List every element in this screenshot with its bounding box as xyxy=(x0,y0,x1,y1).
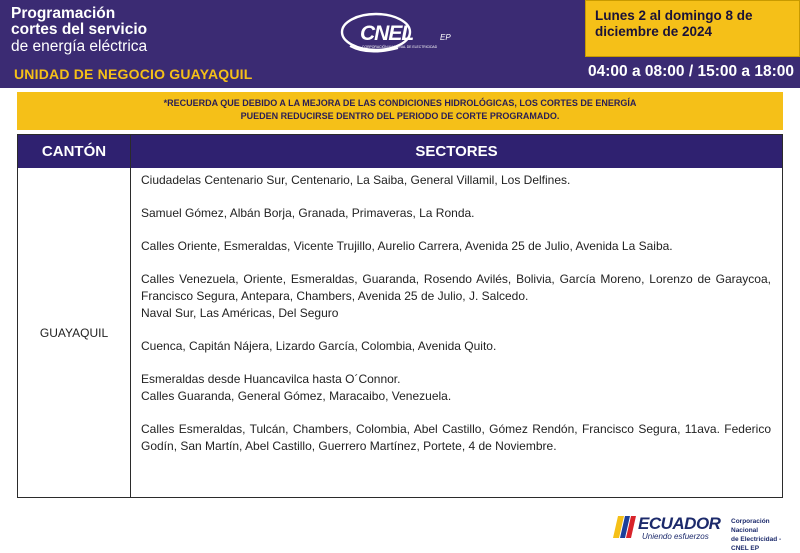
canton-cell xyxy=(18,168,130,497)
footer-corporation xyxy=(731,517,798,553)
sector-line: Samuel Gómez, Albán Borja, Granada, Primaveras, La Ronda. xyxy=(141,206,475,220)
sector-line: Calles Guaranda, General Gómez, Maracaibo, Venezuela. xyxy=(141,389,452,403)
sector-line: Ciudadelas Centenario Sur, Centenario, La Saiba, General Villamil, Los Delfines. xyxy=(141,173,571,187)
column-header-sectores: SECTORES xyxy=(415,143,498,160)
business-unit-label: UNIDAD DE NEGOCIO GUAYAQUIL xyxy=(14,66,253,82)
sector-line: Naval Sur, Las Américas, Del Seguro xyxy=(141,306,339,320)
ecuador-logo xyxy=(612,512,798,552)
svg-text:CORPORACIÓN NACIONAL DE ELECTR: CORPORACIÓN NACIONAL DE ELECTRICIDAD xyxy=(362,45,438,49)
sector-group xyxy=(141,205,771,222)
footer-slogan: Uniendo esfuerzos xyxy=(642,532,709,541)
title-line-1: Programación xyxy=(11,5,116,22)
column-header-canton: CANTÓN xyxy=(41,143,107,160)
footer-corp-line-1: Corporación Nacional xyxy=(731,518,770,534)
sector-line: Esmeraldas desde Huancavilca hasta O´Connor. xyxy=(141,372,401,386)
sector-line: Calles Venezuela, Oriente, Esmeraldas, Guaranda, Rosendo Avilés, Bolivia, García Moreno, Lorenzo de Garaycoa, Francisco Segura, Antepara, Chambers, Avenida 25 de Julio, J. Salcedo. xyxy=(141,272,771,303)
sectors-cell xyxy=(141,172,771,471)
sector-line: Calles Oriente, Esmeraldas, Vicente Trujillo, Aurelio Carrera, Avenida 25 de Julio, Avenida La Saiba. xyxy=(141,239,673,253)
title-line-2: cortes del servicio xyxy=(11,21,148,38)
notice-banner xyxy=(17,92,783,130)
sector-group xyxy=(141,271,771,322)
header-banner xyxy=(0,0,800,88)
sector-group xyxy=(141,172,771,189)
page-title xyxy=(11,6,147,55)
column-divider xyxy=(130,135,131,497)
flag-stripes-icon xyxy=(612,514,638,540)
outage-schedule: 04:00 a 08:00 / 15:00 a 18:00 xyxy=(588,63,794,80)
sector-group xyxy=(141,338,771,355)
svg-text:CNEL: CNEL xyxy=(360,22,414,45)
footer-brand: ECUADOR xyxy=(638,514,721,533)
table-header-row xyxy=(18,135,782,168)
notice-line-1: *RECUERDA QUE DEBIDO A LA MEJORA DE LAS CONDICIONES HIDROLÓGICAS, LOS CORTES DE ENERGÍA xyxy=(163,98,637,108)
outage-table xyxy=(17,134,783,498)
sector-group xyxy=(141,371,771,405)
footer-corp-line-2: de Electricidad - CNEL EP xyxy=(731,536,782,552)
canton-name: GUAYAQUIL xyxy=(39,325,109,340)
notice-line-2: PUEDEN REDUCIRSE DENTRO DEL PERIODO DE CORTE PROGRAMADO. xyxy=(240,111,560,121)
sector-group xyxy=(141,421,771,455)
cnel-ep-logo xyxy=(338,10,478,56)
date-line-1: Lunes 2 al domingo 8 de xyxy=(595,8,753,23)
title-line-3: de energía eléctrica xyxy=(11,38,148,55)
date-line-2: diciembre de 2024 xyxy=(595,24,713,39)
sector-line: Cuenca, Capitán Nájera, Lizardo García, Colombia, Avenida Quito. xyxy=(141,339,497,353)
sector-group xyxy=(141,238,771,255)
svg-text:EP: EP xyxy=(440,33,451,42)
sector-line: Calles Esmeraldas, Tulcán, Chambers, Colombia, Abel Castillo, Gómez Rendón, Francisco Segura, 11ava. Federico Godín, San Martín, Abel Castillo, Guerrero Martínez, Portete, 4 de Noviembre. xyxy=(141,422,771,453)
date-range-box xyxy=(585,0,800,57)
